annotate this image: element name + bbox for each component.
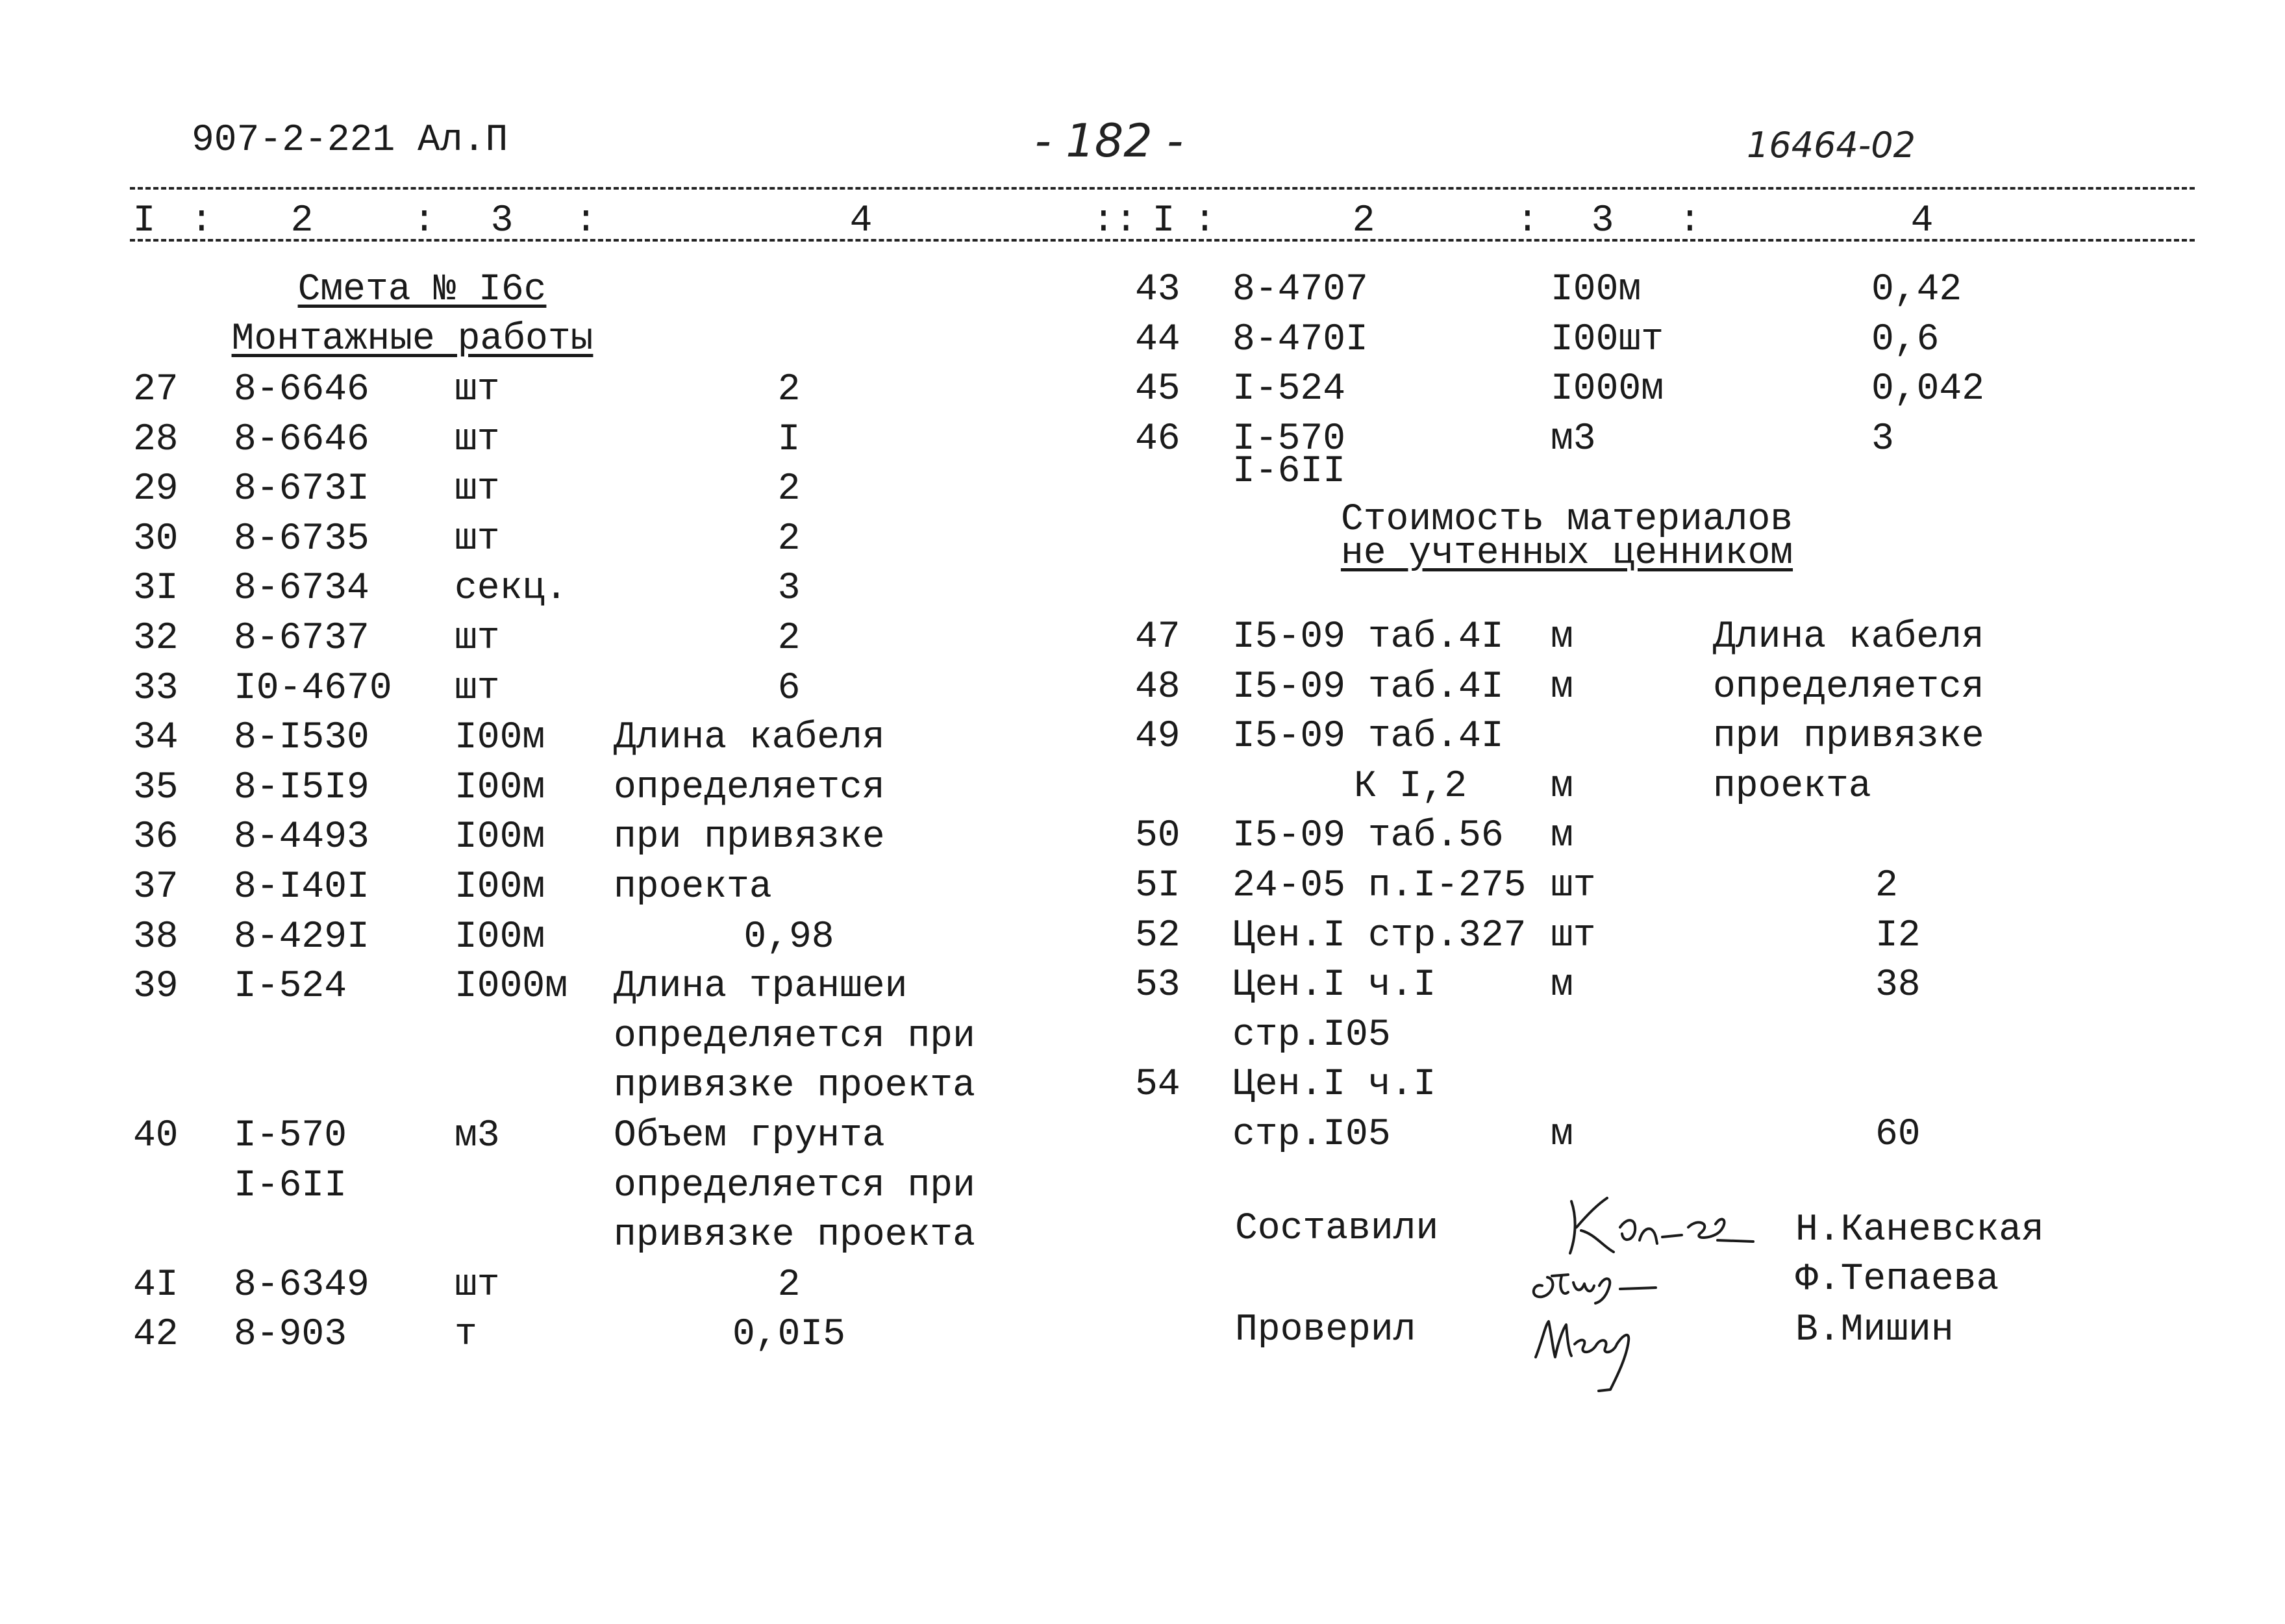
row-unit: шт xyxy=(455,618,500,660)
col-sep: : xyxy=(1679,200,1701,242)
row-unit: шт xyxy=(1551,915,1596,957)
row-code: I0-4670 xyxy=(234,668,392,710)
row-code: стр.I05 xyxy=(1232,1014,1391,1056)
row-code: 8-6734 xyxy=(234,568,369,610)
row-quantity: 0,6 xyxy=(1871,319,1940,361)
row-code: 24-05 п.I-275 xyxy=(1232,865,1527,907)
row-code: 8-470I xyxy=(1232,319,1368,361)
row-number: 5I xyxy=(1135,865,1180,907)
signature-1-image xyxy=(1558,1188,1766,1260)
row-code: I-570 xyxy=(234,1115,347,1157)
signature-3-image xyxy=(1526,1305,1675,1403)
col-header-1: I xyxy=(132,200,156,242)
row-unit: I00шт xyxy=(1551,319,1664,361)
row-quantity: 0,0I5 xyxy=(732,1314,846,1356)
row-unit: м3 xyxy=(1551,418,1596,460)
col-sep: : xyxy=(190,200,213,242)
col-header-4: 4 xyxy=(1910,200,1934,242)
row-quantity: 2 xyxy=(777,1264,801,1306)
row-unit: I000м xyxy=(1551,368,1664,410)
row-quantity: 0,042 xyxy=(1871,368,1985,410)
row-unit: I00м xyxy=(1551,269,1642,311)
row-number: 37 xyxy=(133,866,179,908)
row-quantity: 3 xyxy=(1871,418,1894,460)
row-note: определяется xyxy=(1713,666,1984,708)
row-unit: I00м xyxy=(455,916,545,958)
col-sep: : xyxy=(575,200,597,242)
row-code: I5-09 таб.4I xyxy=(1232,666,1504,708)
row-code: Цен.I ч.I xyxy=(1232,964,1436,1006)
row-unit: шт xyxy=(455,668,500,710)
row-number: 46 xyxy=(1135,418,1180,460)
row-code: I5-09 таб.56 xyxy=(1232,815,1504,857)
row-number: 52 xyxy=(1135,915,1180,957)
row-code: I-570 xyxy=(1232,418,1346,460)
row-number: 36 xyxy=(133,816,179,858)
row-code: Цен.I ч.I xyxy=(1232,1064,1436,1106)
row-unit: шт xyxy=(455,468,500,510)
row-code: I5-09 таб.4I xyxy=(1232,716,1504,758)
row-number: 34 xyxy=(133,717,179,759)
row-number: 30 xyxy=(133,518,179,560)
row-number: 27 xyxy=(133,369,179,411)
row-number: 53 xyxy=(1135,964,1180,1006)
estimate-title: Смета № I6c xyxy=(297,269,547,311)
row-unit: м xyxy=(1551,766,1573,808)
row-note: Длина кабеля xyxy=(1713,616,1984,658)
row-unit: шт xyxy=(455,1264,500,1306)
section-title-line-2: не учтенных ценником xyxy=(1340,532,1793,575)
row-code: 8-I5I9 xyxy=(234,767,369,809)
row-note: при привязке xyxy=(614,816,885,858)
col-header-3: 3 xyxy=(490,200,514,242)
row-note: привязке проекта xyxy=(614,1065,975,1107)
row-unit: шт xyxy=(455,419,500,461)
row-code: стр.I05 xyxy=(1232,1114,1391,1156)
row-unit: I00м xyxy=(455,717,545,759)
row-quantity: 6 xyxy=(777,668,801,710)
row-unit: м3 xyxy=(455,1115,500,1157)
col-header-1: I xyxy=(1152,200,1175,242)
row-unit: I00м xyxy=(455,816,545,858)
row-unit: м xyxy=(1551,1114,1573,1156)
row-unit: шт xyxy=(1551,865,1596,907)
row-unit: м xyxy=(1551,666,1573,708)
row-code: К I,2 xyxy=(1354,766,1467,808)
col-header-2: 2 xyxy=(1352,200,1375,242)
row-number: 44 xyxy=(1135,319,1180,361)
col-header-2: 2 xyxy=(290,200,314,242)
row-unit: I000м xyxy=(455,966,568,1008)
signature-2-image xyxy=(1523,1256,1692,1308)
row-note: определяется xyxy=(614,767,885,809)
row-quantity: 0,98 xyxy=(743,916,834,958)
row-code: 8-6349 xyxy=(234,1264,369,1306)
row-number: 38 xyxy=(133,916,179,958)
row-number: 40 xyxy=(133,1115,179,1157)
row-code: I-524 xyxy=(1232,368,1346,410)
row-quantity: 2 xyxy=(777,618,801,660)
page-number: - 182 - xyxy=(1034,114,1184,168)
row-unit: т xyxy=(455,1314,477,1356)
row-note: определяется при xyxy=(614,1016,975,1058)
row-number: 35 xyxy=(133,767,179,809)
row-number: 47 xyxy=(1135,616,1180,658)
row-quantity: 60 xyxy=(1875,1114,1921,1156)
row-number: 33 xyxy=(133,668,179,710)
row-unit: секц. xyxy=(455,568,568,610)
col-sep-double: :: xyxy=(1092,200,1138,242)
row-code-continued: I-6II xyxy=(1232,451,1346,493)
row-unit: I00м xyxy=(455,767,545,809)
row-code: 8-6735 xyxy=(234,518,369,560)
row-note: определяется при xyxy=(614,1165,975,1207)
row-code: 8-I40I xyxy=(234,866,369,908)
row-note: привязке проекта xyxy=(614,1214,975,1256)
composed-label: Составили xyxy=(1235,1208,1439,1250)
row-number: 50 xyxy=(1135,815,1180,857)
row-quantity: 2 xyxy=(777,468,801,510)
row-unit: шт xyxy=(455,369,500,411)
row-note: проекта xyxy=(1713,766,1871,808)
row-quantity: 2 xyxy=(1875,865,1898,907)
col-sep: : xyxy=(1516,200,1539,242)
row-code: 8-6737 xyxy=(234,618,369,660)
row-code: I-6II xyxy=(234,1165,347,1207)
row-number: 43 xyxy=(1135,269,1180,311)
row-code: 8-903 xyxy=(234,1314,347,1356)
row-code: 8-673I xyxy=(234,468,369,510)
row-number: 42 xyxy=(133,1314,179,1356)
section-title-line-1: Стоимость материалов xyxy=(1340,499,1793,541)
row-code: 8-6646 xyxy=(234,369,369,411)
signer-name-3: В.Мишин xyxy=(1795,1309,1954,1351)
row-quantity: 2 xyxy=(777,518,801,560)
row-number: 28 xyxy=(133,419,179,461)
row-number: 39 xyxy=(133,966,179,1008)
row-number: 45 xyxy=(1135,368,1180,410)
row-quantity: 3 xyxy=(777,568,801,610)
row-code: 8-429I xyxy=(234,916,369,958)
row-quantity: I xyxy=(777,419,801,461)
row-unit: шт xyxy=(455,518,500,560)
signer-name-2: Ф.Тепаева xyxy=(1795,1258,1999,1301)
row-unit: м xyxy=(1551,815,1573,857)
row-code: 8-4493 xyxy=(234,816,369,858)
row-number: 32 xyxy=(133,618,179,660)
row-note: Длина траншеи xyxy=(614,966,908,1008)
col-header-4: 4 xyxy=(849,200,873,242)
row-unit: I00м xyxy=(455,866,545,908)
row-quantity: 2 xyxy=(777,369,801,411)
row-quantity: 38 xyxy=(1875,964,1921,1006)
row-note: при привязке xyxy=(1713,716,1984,758)
row-number: 54 xyxy=(1135,1064,1180,1106)
row-unit: м xyxy=(1551,964,1573,1006)
row-note: проекта xyxy=(614,866,772,908)
estimate-subtitle: Монтажные работы xyxy=(231,318,593,360)
checked-label: Проверил xyxy=(1235,1309,1416,1351)
row-code: 8-I530 xyxy=(234,717,369,759)
row-number: 4I xyxy=(133,1264,179,1306)
row-code: I5-09 таб.4I xyxy=(1232,616,1504,658)
header-rule-top xyxy=(130,187,2195,190)
row-quantity: 0,42 xyxy=(1871,269,1962,311)
col-header-3: 3 xyxy=(1591,200,1614,242)
col-sep: : xyxy=(413,200,436,242)
row-note: Объем грунта xyxy=(614,1115,885,1157)
row-code: 8-6646 xyxy=(234,419,369,461)
document-code: 907-2-221 Ал.П xyxy=(192,119,508,162)
row-quantity: I2 xyxy=(1875,915,1921,957)
row-number: 3I xyxy=(133,568,179,610)
signer-name-1: Н.Каневская xyxy=(1795,1209,2044,1251)
row-note: Длина кабеля xyxy=(614,717,885,759)
row-code: Цен.I стр.327 xyxy=(1232,915,1527,957)
col-sep: : xyxy=(1193,200,1216,242)
row-number: 49 xyxy=(1135,716,1180,758)
row-number: 48 xyxy=(1135,666,1180,708)
document-number: 16464-02 xyxy=(1747,125,1916,166)
row-code: 8-4707 xyxy=(1232,269,1368,311)
row-number: 29 xyxy=(133,468,179,510)
row-unit: м xyxy=(1551,616,1573,658)
row-code: I-524 xyxy=(234,966,347,1008)
